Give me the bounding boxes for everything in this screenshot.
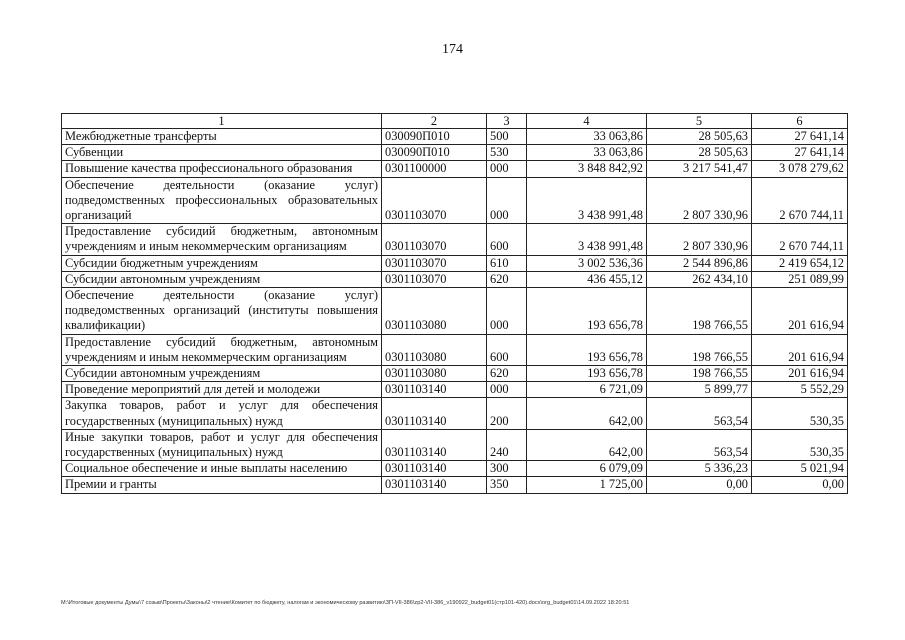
expense-type-cell: 500 [487,129,527,145]
target-code-cell: 0301103070 [382,255,487,271]
target-code-cell: 0301100000 [382,161,487,177]
column-header: 2 [382,114,487,129]
column-header: 5 [647,114,752,129]
amount-col6-cell: 5 552,29 [752,382,848,398]
expense-name-cell: Субсидии автономным учреждениям [62,271,382,287]
amount-col6-cell: 2 419 654,12 [752,255,848,271]
target-code-cell: 0301103140 [382,477,487,493]
amount-col5-cell: 262 434,10 [647,271,752,287]
amount-col5-cell: 28 505,63 [647,129,752,145]
table-row [62,461,848,477]
expense-name-cell: Предоставление субсидий бюджетным, автономным учреждениям и иным некоммерческим организациям [62,224,382,255]
expense-name-cell: Субвенции [62,145,382,161]
expense-name-cell: Проведение мероприятий для детей и молодежи [62,382,382,398]
amount-col6-cell: 0,00 [752,477,848,493]
expense-type-cell: 200 [487,398,527,429]
expense-type-cell: 240 [487,429,527,460]
table-row [62,255,848,271]
table-row [62,224,848,255]
amount-col5-cell: 5 336,23 [647,461,752,477]
amount-col5-cell: 2 544 896,86 [647,255,752,271]
amount-col5-cell: 198 766,55 [647,288,752,335]
expense-type-cell: 530 [487,145,527,161]
table-row [62,129,848,145]
amount-col6-cell: 2 670 744,11 [752,177,848,224]
amount-col5-cell: 563,54 [647,398,752,429]
expense-type-cell: 620 [487,366,527,382]
expense-type-cell: 000 [487,177,527,224]
amount-col6-cell: 530,35 [752,429,848,460]
target-code-cell: 0301103070 [382,224,487,255]
expense-type-cell: 350 [487,477,527,493]
amount-col4-cell: 642,00 [527,429,647,460]
target-code-cell: 0301103070 [382,177,487,224]
amount-col4-cell: 193 656,78 [527,288,647,335]
amount-col4-cell: 6 079,09 [527,461,647,477]
amount-col6-cell: 201 616,94 [752,334,848,365]
table-row [62,145,848,161]
target-code-cell: 030090П010 [382,129,487,145]
amount-col5-cell: 198 766,55 [647,334,752,365]
table-header [62,114,848,129]
amount-col6-cell: 251 089,99 [752,271,848,287]
expense-name-cell: Обеспечение деятельности (оказание услуг) подведомственных организаций (институты повышения квалификации) [62,288,382,335]
target-code-cell: 0301103140 [382,429,487,460]
expense-name-cell: Премии и гранты [62,477,382,493]
amount-col6-cell: 2 670 744,11 [752,224,848,255]
table-row [62,366,848,382]
expense-name-cell: Закупка товаров, работ и услуг для обеспечения государственных (муниципальных) нужд [62,398,382,429]
table-row [62,398,848,429]
amount-col4-cell: 642,00 [527,398,647,429]
target-code-cell: 0301103140 [382,398,487,429]
column-header: 6 [752,114,848,129]
amount-col5-cell: 2 807 330,96 [647,177,752,224]
expense-name-cell: Иные закупки товаров, работ и услуг для обеспечения государственных (муниципальных) нужд [62,429,382,460]
expense-type-cell: 620 [487,271,527,287]
expense-type-cell: 600 [487,224,527,255]
expense-name-cell: Социальное обеспечение и иные выплаты населению [62,461,382,477]
target-code-cell: 0301103140 [382,382,487,398]
expense-type-cell: 000 [487,288,527,335]
amount-col6-cell: 3 078 279,62 [752,161,848,177]
amount-col4-cell: 436 455,12 [527,271,647,287]
table-row [62,429,848,460]
budget-table [61,113,848,494]
amount-col5-cell: 28 505,63 [647,145,752,161]
table-row [62,161,848,177]
target-code-cell: 0301103070 [382,271,487,287]
amount-col6-cell: 5 021,94 [752,461,848,477]
expense-type-cell: 000 [487,161,527,177]
amount-col5-cell: 0,00 [647,477,752,493]
table-body [62,129,848,494]
amount-col4-cell: 3 848 842,92 [527,161,647,177]
expense-name-cell: Обеспечение деятельности (оказание услуг) подведомственных профессиональных образовательных организаций [62,177,382,224]
table-row [62,334,848,365]
amount-col5-cell: 563,54 [647,429,752,460]
amount-col4-cell: 3 438 991,48 [527,177,647,224]
amount-col6-cell: 27 641,14 [752,129,848,145]
amount-col4-cell: 3 438 991,48 [527,224,647,255]
expense-name-cell: Межбюджетные трансферты [62,129,382,145]
amount-col4-cell: 1 725,00 [527,477,647,493]
amount-col6-cell: 201 616,94 [752,288,848,335]
amount-col6-cell: 201 616,94 [752,366,848,382]
expense-type-cell: 300 [487,461,527,477]
column-header: 1 [62,114,382,129]
amount-col6-cell: 530,35 [752,398,848,429]
table-row [62,271,848,287]
amount-col4-cell: 33 063,86 [527,145,647,161]
column-header: 4 [527,114,647,129]
target-code-cell: 030090П010 [382,145,487,161]
table-row [62,177,848,224]
amount-col6-cell: 27 641,14 [752,145,848,161]
amount-col4-cell: 193 656,78 [527,366,647,382]
amount-col5-cell: 198 766,55 [647,366,752,382]
table-row [62,382,848,398]
target-code-cell: 0301103080 [382,334,487,365]
target-code-cell: 0301103140 [382,461,487,477]
amount-col4-cell: 33 063,86 [527,129,647,145]
amount-col5-cell: 2 807 330,96 [647,224,752,255]
expense-type-cell: 610 [487,255,527,271]
page-number: 174 [442,42,463,57]
target-code-cell: 0301103080 [382,366,487,382]
table-row [62,288,848,335]
expense-name-cell: Субсидии бюджетным учреждениям [62,255,382,271]
expense-type-cell: 000 [487,382,527,398]
amount-col4-cell: 3 002 536,36 [527,255,647,271]
expense-name-cell: Предоставление субсидий бюджетным, автономным учреждениям и иным некоммерческим организациям [62,334,382,365]
expense-name-cell: Субсидии автономным учреждениям [62,366,382,382]
amount-col4-cell: 193 656,78 [527,334,647,365]
file-path-footer: M:\Итоговые документы Думы\7 созыв\Проекты\Законы\2 чтение\Комитет по бюджету, налогам и экономическому развитию\ЗП-VII-386\zp2-VII-386_v190922_budget01(стр101-420).docx\org_budget01\14.09.2022 18:20:51 [61,600,630,606]
amount-col5-cell: 5 899,77 [647,382,752,398]
amount-col4-cell: 6 721,09 [527,382,647,398]
amount-col5-cell: 3 217 541,47 [647,161,752,177]
expense-name-cell: Повышение качества профессионального образования [62,161,382,177]
table-row [62,477,848,493]
expense-type-cell: 600 [487,334,527,365]
column-header: 3 [487,114,527,129]
target-code-cell: 0301103080 [382,288,487,335]
